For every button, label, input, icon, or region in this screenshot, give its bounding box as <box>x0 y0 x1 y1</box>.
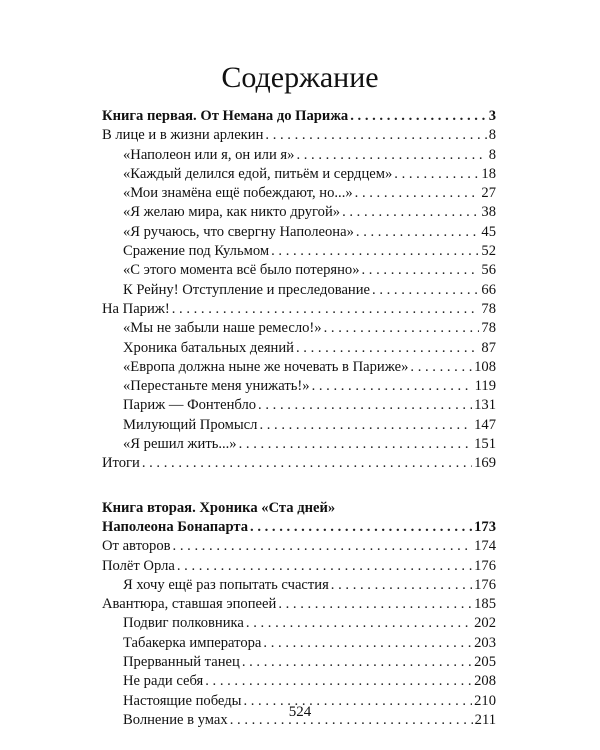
toc-entry-page: 151 <box>474 436 496 453</box>
toc-entry <box>102 319 496 338</box>
toc-entry-page: 173 <box>474 518 496 535</box>
book-two-heading <box>102 499 496 518</box>
leader-dots <box>356 223 480 242</box>
section-gap <box>102 474 496 499</box>
toc-entry-page: 108 <box>474 358 496 375</box>
toc-entry <box>102 634 496 653</box>
toc-entry-page: 211 <box>474 711 496 728</box>
leader-dots <box>258 396 472 415</box>
toc-entry-page: 56 <box>481 262 496 279</box>
toc-entry-page: 131 <box>474 397 496 414</box>
leader-dots <box>172 300 480 319</box>
toc-entry-title: «Я желаю мира, как никто другой» <box>123 204 341 221</box>
toc-entry <box>102 377 496 396</box>
toc-entry-title: Наполеона Бонапарта <box>102 518 249 535</box>
toc-entry-page: 3 <box>488 108 496 124</box>
toc-entry-title: Милующий Промысл <box>123 416 258 433</box>
page-title: Содержание <box>221 61 379 94</box>
toc-entry <box>102 107 496 126</box>
toc-entry-page: 208 <box>474 673 496 690</box>
toc-entry-title: Сражение под Кульмом <box>123 243 270 260</box>
toc-entry <box>102 614 496 633</box>
leader-dots <box>372 281 479 300</box>
toc-entry <box>102 557 496 576</box>
toc-entry <box>102 223 496 242</box>
toc-entry-title: Табакерка императора <box>123 634 262 651</box>
leader-dots <box>263 634 472 653</box>
leader-dots <box>312 377 473 396</box>
toc-entry <box>102 184 496 203</box>
leader-dots <box>242 653 472 672</box>
toc-entry-title: «Мы не забыли наше ремесло!» <box>123 320 322 337</box>
toc-entry <box>102 203 496 222</box>
toc-entry-page: 87 <box>481 339 496 356</box>
toc-entry-page: 203 <box>474 634 496 651</box>
book-two-heading-label: Книга вторая. Хроника «Ста дней» <box>102 499 336 516</box>
toc-entry-title: «Я решил жить...» <box>123 436 237 453</box>
leader-dots <box>177 557 472 576</box>
toc-entry <box>102 435 496 454</box>
leader-dots <box>239 435 473 454</box>
leader-dots <box>265 126 486 145</box>
leader-dots <box>278 595 472 614</box>
toc-entry-page: 66 <box>481 281 496 298</box>
toc-entry-title: Прерванный танец <box>123 654 240 671</box>
leader-dots <box>296 339 479 358</box>
book-one-section <box>102 107 496 474</box>
toc-entry-page: 45 <box>481 223 496 240</box>
toc-entry-page: 169 <box>474 455 496 472</box>
toc-entry <box>102 358 496 377</box>
toc-entry <box>102 537 496 556</box>
toc-entry-page: 176 <box>474 557 496 574</box>
toc-entry-page: 8 <box>488 127 496 144</box>
toc-entry-page: 185 <box>474 596 496 613</box>
table-of-contents <box>102 107 496 730</box>
toc-entry <box>102 653 496 672</box>
toc-entry <box>102 242 496 261</box>
toc-entry-page: 52 <box>481 243 496 260</box>
toc-entry-title: «Каждый делился едой, питьём и сердцем» <box>123 165 393 182</box>
page-number: 524 <box>288 704 312 720</box>
leader-dots <box>296 146 486 165</box>
toc-entry <box>102 454 496 473</box>
toc-entry-page: 8 <box>488 146 496 163</box>
toc-entry-title: Не ради себя <box>123 673 204 690</box>
toc-entry-page: 119 <box>474 378 496 395</box>
toc-entry-page: 176 <box>474 576 496 593</box>
toc-entry-title: «Европа должна ныне же ночевать в Париже» <box>123 358 409 375</box>
leader-dots <box>350 107 486 126</box>
toc-entry <box>102 126 496 145</box>
toc-entry-title: Хроника батальных деяний <box>123 339 294 356</box>
toc-entry-page: 27 <box>481 185 496 202</box>
toc-entry-title: «Наполеон или я, он или я» <box>123 146 295 163</box>
toc-entry-title: Волнение в умах <box>123 711 228 728</box>
leader-dots <box>324 319 480 338</box>
toc-entry <box>102 518 496 537</box>
toc-entry-title: «Мои знамёна ещё побеждают, но...» <box>123 185 353 202</box>
toc-entry-title: Подвиг полковника <box>123 615 244 632</box>
toc-entry <box>102 300 496 319</box>
toc-entry-title: Я хочу ещё раз попытать счастия <box>123 576 329 593</box>
leader-dots <box>362 261 480 280</box>
book-two-section <box>102 518 496 730</box>
toc-entry <box>102 595 496 614</box>
leader-dots <box>259 416 472 435</box>
leader-dots <box>331 576 472 595</box>
leader-dots <box>410 358 472 377</box>
toc-entry-title: Париж — Фонтенбло <box>123 397 257 414</box>
toc-entry <box>102 339 496 358</box>
toc-entry <box>102 261 496 280</box>
leader-dots <box>250 518 472 537</box>
toc-entry <box>102 576 496 595</box>
toc-entry-page: 38 <box>481 204 496 221</box>
leader-dots <box>173 537 473 556</box>
toc-entry-title: Итоги <box>102 455 140 472</box>
leader-dots <box>142 454 472 473</box>
leader-dots <box>394 165 479 184</box>
toc-entry-page: 147 <box>474 416 496 433</box>
toc-entry-title: «Я ручаюсь, что свергну Наполеона» <box>123 223 354 240</box>
toc-entry-page: 78 <box>481 320 496 337</box>
toc-entry-page: 78 <box>481 300 496 317</box>
toc-entry-title: На Париж! <box>102 300 170 317</box>
toc-entry-page: 210 <box>474 692 496 709</box>
leader-dots <box>342 203 479 222</box>
toc-entry <box>102 396 496 415</box>
toc-entry-title: От авторов <box>102 538 171 555</box>
toc-entry <box>102 281 496 300</box>
leader-dots <box>246 614 472 633</box>
toc-entry-page: 205 <box>474 654 496 671</box>
leader-dots <box>355 184 480 203</box>
toc-entry-page: 202 <box>474 615 496 632</box>
toc-entry-title: «Перестаньте меня унижать!» <box>123 378 310 395</box>
toc-entry-title: Авантюра, ставшая эпопеей <box>102 596 277 613</box>
leader-dots <box>271 242 479 261</box>
toc-entry <box>102 416 496 435</box>
toc-entry-page: 18 <box>481 165 496 182</box>
toc-entry-title: «С этого момента всё было потеряно» <box>123 262 360 279</box>
leader-dots <box>205 672 472 691</box>
toc-entry <box>102 672 496 691</box>
toc-entry-title: Полёт Орла <box>102 557 175 574</box>
toc-entry-page: 174 <box>474 538 496 555</box>
toc-entry-title: К Рейну! Отступление и преследование <box>123 281 371 298</box>
toc-entry <box>102 146 496 165</box>
toc-entry-title: Книга первая. От Немана до Парижа <box>102 108 349 124</box>
toc-entry-title: В лице и в жизни арлекин <box>102 127 264 144</box>
toc-entry-title: Настоящие победы <box>123 692 242 709</box>
toc-entry <box>102 165 496 184</box>
